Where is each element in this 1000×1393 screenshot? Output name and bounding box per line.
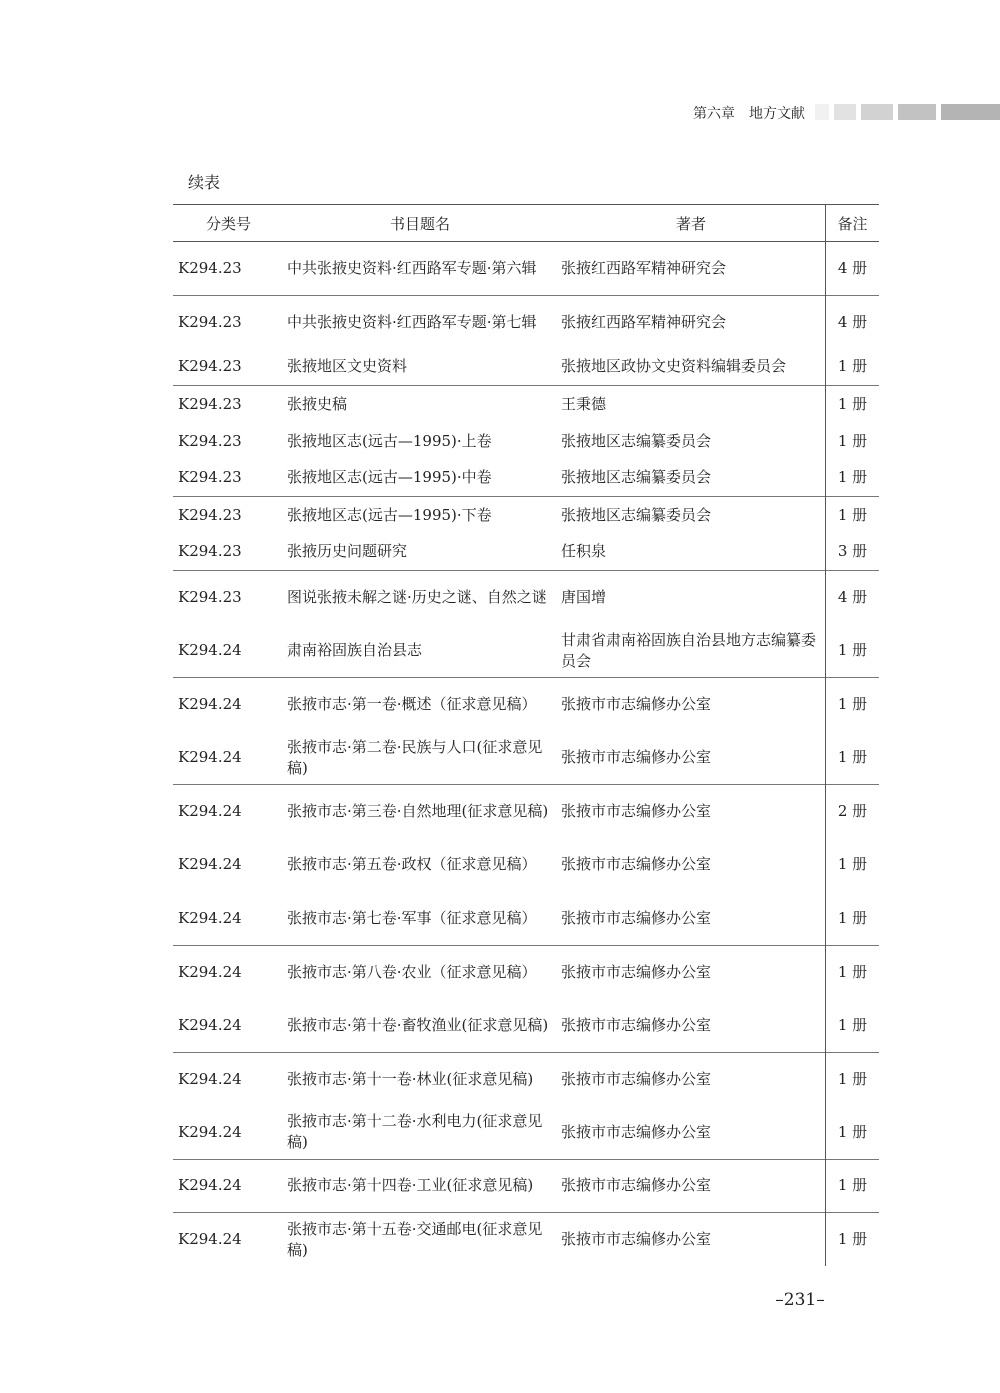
cell-author: 张掖市市志编修办公室 xyxy=(561,1230,712,1248)
cell-author: 唐国增 xyxy=(561,588,607,606)
cell-code: K294.23 xyxy=(178,588,242,606)
cell-note: 2 册 xyxy=(826,785,880,839)
cell-note: 1 册 xyxy=(826,460,880,497)
cell-code: K294.24 xyxy=(178,1015,242,1034)
cell-code: K294.24 xyxy=(178,748,242,766)
table-row xyxy=(173,460,879,497)
column-header-title: 书目题名 xyxy=(389,214,450,233)
catalog-table xyxy=(173,204,879,1266)
table-row xyxy=(173,349,879,386)
cell-title: 张掖地区志(远古—1995)·中卷 xyxy=(287,468,492,487)
cell-code: K294.24 xyxy=(178,962,242,981)
cell-title: 张掖史稿 xyxy=(287,394,348,413)
cell-title: 张掖市志·第十四卷·工业(征求意见稿) xyxy=(287,1176,534,1195)
cell-code: K294.23 xyxy=(178,505,242,524)
cell-author: 张掖红西路军精神研究会 xyxy=(561,312,727,331)
cell-title: 张掖市志·第七卷·军事（征求意见稿） xyxy=(287,908,537,927)
continued-label: 续表 xyxy=(188,173,221,192)
cell-code: K294.24 xyxy=(178,695,242,713)
cell-code: K294.24 xyxy=(178,1122,242,1141)
cell-note: 1 册 xyxy=(826,678,880,732)
cell-code: K294.23 xyxy=(178,542,242,561)
cell-title: 中共张掖史资料·红西路军专题·第六辑 xyxy=(287,258,537,277)
cell-title: 张掖市志·第一卷·概述（征求意见稿） xyxy=(287,695,537,713)
table-row xyxy=(173,423,879,460)
table-row xyxy=(173,1106,879,1160)
cell-code: K294.23 xyxy=(178,312,242,331)
cell-note: 1 册 xyxy=(826,1159,880,1213)
cell-author: 张掖地区志编纂委员会 xyxy=(561,505,712,524)
cell-note: 1 册 xyxy=(826,423,880,460)
header-decor-block xyxy=(834,104,856,120)
table-row xyxy=(173,785,879,839)
cell-note: 1 册 xyxy=(826,1106,880,1160)
cell-author: 张掖市市志编修办公室 xyxy=(561,695,712,713)
cell-note: 1 册 xyxy=(826,999,880,1053)
cell-note: 3 册 xyxy=(826,534,880,571)
cell-author: 张掖市市志编修办公室 xyxy=(561,908,712,927)
table-row xyxy=(173,386,879,423)
cell-note: 1 册 xyxy=(826,892,880,946)
cell-code: K294.23 xyxy=(178,357,242,376)
table-row xyxy=(173,1213,879,1267)
cell-title: 张掖市志·第五卷·政权（征求意见稿） xyxy=(287,855,537,874)
column-header-code: 分类号 xyxy=(205,214,251,233)
cell-title: 张掖市志·第二卷·民族与人口(征求意见稿) xyxy=(287,737,543,777)
cell-code: K294.23 xyxy=(178,394,242,413)
cell-author: 张掖市市志编修办公室 xyxy=(561,1176,712,1195)
cell-title: 张掖市志·第十卷·畜牧渔业(征求意见稿) xyxy=(287,1015,549,1034)
table-row xyxy=(173,624,879,678)
cell-author: 张掖地区志编纂委员会 xyxy=(561,468,712,487)
table-row xyxy=(173,534,879,571)
cell-title: 张掖地区文史资料 xyxy=(287,357,408,376)
table-row xyxy=(173,571,879,625)
cell-note: 1 册 xyxy=(826,386,880,423)
cell-title: 张掖市志·第十一卷·林业(征求意见稿) xyxy=(287,1069,534,1088)
table-row xyxy=(173,295,879,349)
cell-author: 张掖红西路军精神研究会 xyxy=(561,258,727,277)
table-row xyxy=(173,678,879,732)
cell-title: 张掖历史问题研究 xyxy=(287,542,408,561)
cell-note: 4 册 xyxy=(826,295,880,349)
cell-author: 张掖市市志编修办公室 xyxy=(561,1069,712,1088)
table-row xyxy=(173,999,879,1053)
cell-author: 甘肃省肃南裕固族自治县地方志编纂委员会 xyxy=(561,630,817,670)
column-header-author: 著者 xyxy=(675,214,706,233)
cell-title: 张掖市志·第十二卷·水利电力(征求意见稿) xyxy=(287,1112,543,1151)
cell-note: 1 册 xyxy=(826,624,880,678)
cell-author: 张掖市市志编修办公室 xyxy=(561,1015,712,1034)
cell-title: 张掖市志·第十五卷·交通邮电(征求意见稿) xyxy=(287,1219,543,1259)
cell-note: 1 册 xyxy=(826,349,880,386)
table-row xyxy=(173,838,879,892)
cell-note: 1 册 xyxy=(826,838,880,892)
cell-title: 张掖市志·第八卷·农业（征求意见稿） xyxy=(287,962,537,981)
chapter-title: 第六章 地方文献 xyxy=(693,106,805,122)
cell-code: K294.24 xyxy=(178,1230,242,1248)
cell-note: 1 册 xyxy=(826,1052,880,1106)
cell-code: K294.24 xyxy=(178,1069,242,1088)
cell-author: 张掖市市志编修办公室 xyxy=(561,962,712,981)
cell-author: 张掖市市志编修办公室 xyxy=(561,855,712,874)
page-number: –231– xyxy=(775,1290,825,1310)
cell-code: K294.23 xyxy=(178,431,242,450)
cell-title: 张掖地区志(远古—1995)·上卷 xyxy=(287,431,492,450)
cell-note: 1 册 xyxy=(826,497,880,534)
cell-title: 张掖市志·第三卷·自然地理(征求意见稿) xyxy=(287,802,549,820)
header-decor-block xyxy=(815,104,829,120)
cell-code: K294.24 xyxy=(178,855,242,874)
cell-title: 图说张掖未解之谜·历史之谜、自然之谜 xyxy=(287,588,547,606)
table-row xyxy=(173,945,879,999)
cell-author: 张掖地区政协文史资料编辑委员会 xyxy=(561,357,787,376)
cell-note: 1 册 xyxy=(826,945,880,999)
cell-code: K294.24 xyxy=(178,802,242,820)
table-row xyxy=(173,242,879,296)
cell-note: 1 册 xyxy=(826,1213,880,1267)
table-row xyxy=(173,1159,879,1213)
cell-code: K294.24 xyxy=(178,1176,242,1195)
page-header xyxy=(0,96,1000,130)
cell-code: K294.23 xyxy=(178,468,242,487)
cell-author: 张掖市市志编修办公室 xyxy=(561,748,712,766)
cell-title: 中共张掖史资料·红西路军专题·第七辑 xyxy=(287,312,537,331)
cell-code: K294.24 xyxy=(178,908,242,927)
header-decor-block xyxy=(898,104,936,120)
table-header-row xyxy=(173,205,879,242)
table-row xyxy=(173,497,879,534)
cell-note: 1 册 xyxy=(826,731,880,785)
table-row xyxy=(173,1052,879,1106)
cell-code: K294.23 xyxy=(178,258,242,277)
header-decor-block xyxy=(861,104,893,120)
table-row xyxy=(173,731,879,785)
column-header-note: 备注 xyxy=(826,205,880,242)
cell-author: 张掖市市志编修办公室 xyxy=(561,1122,712,1141)
cell-title: 肃南裕固族自治县志 xyxy=(287,641,423,659)
header-decor-block xyxy=(941,104,1000,120)
cell-note: 4 册 xyxy=(826,571,880,625)
table-body xyxy=(173,242,879,1267)
cell-author: 张掖市市志编修办公室 xyxy=(561,802,712,820)
cell-code: K294.24 xyxy=(178,641,242,659)
cell-note: 4 册 xyxy=(826,242,880,296)
table-row xyxy=(173,892,879,946)
cell-title: 张掖地区志(远古—1995)·下卷 xyxy=(287,505,492,524)
cell-author: 任积泉 xyxy=(561,542,607,561)
cell-author: 王秉德 xyxy=(561,394,607,413)
cell-author: 张掖地区志编纂委员会 xyxy=(561,431,712,450)
